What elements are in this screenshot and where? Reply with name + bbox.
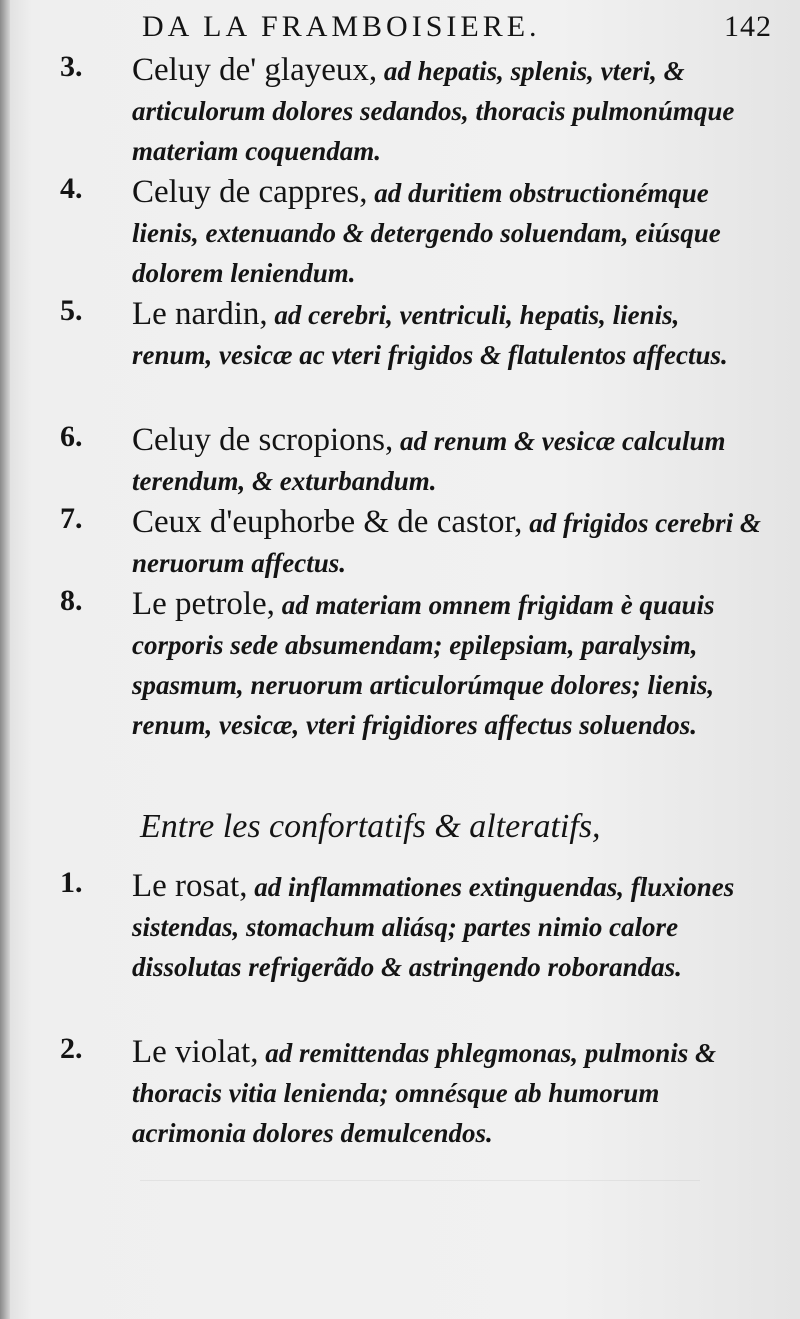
entry-number: 7. (60, 502, 83, 535)
entry-number: 1. (60, 866, 83, 899)
entry-head: Le violat, (132, 1034, 259, 1070)
entry-head: Le petrole, (132, 586, 275, 622)
entry-number: 8. (60, 584, 83, 617)
entry-number: 2. (60, 1032, 83, 1065)
entry-head: Ceux d'euphorbe & de castor, (132, 504, 523, 540)
entry-body: ad inflammationes extinguendas, fluxiones sistendas, stomachum aliásq; partes nimio calore dissolutas refrigerãdo & astringendo roborandas. (132, 872, 735, 982)
entry-number: 6. (60, 420, 83, 453)
bleed-through-shadow (140, 1180, 700, 1181)
entry-head: Le nardin, (132, 296, 268, 332)
entry-text (132, 420, 762, 501)
entry-text (132, 502, 762, 583)
entry-text (132, 1032, 762, 1153)
page-number: 142 (724, 10, 772, 43)
page-gutter-shadow (0, 0, 10, 1319)
entry-number: 4. (60, 172, 83, 205)
entry-text (132, 294, 762, 375)
entry-head: Celuy de' glayeux, (132, 52, 378, 88)
entry-body: ad hepatis, splenis, vteri, & articulorum dolores sedandos, thoracis pulmonúmque materiam coquendam. (132, 56, 735, 166)
entry-number: 3. (60, 50, 83, 83)
entry-text (132, 584, 762, 745)
running-title: DA LA FRAMBOISIERE. (142, 10, 541, 43)
entry-body: ad cerebri, ventriculi, hepatis, lienis, renum, vesicæ ac vteri frigidos & flatulentos affectus. (132, 300, 728, 370)
entry-head: Celuy de cappres, (132, 174, 368, 210)
entry-head: Celuy de scropions, (132, 422, 394, 458)
running-header (142, 10, 772, 50)
entry-text (132, 50, 762, 171)
entry-text (132, 172, 762, 293)
entry-body: ad duritiem obstructionémque lienis, extenuando & detergendo soluendam, eiúsque dolorem leniendum. (132, 178, 721, 288)
entry-body: ad renum & vesicæ calculum terendum, & exturbandum. (132, 426, 726, 496)
entry-body: ad frigidos cerebri & neruorum affectus. (132, 508, 761, 578)
entry-text (132, 866, 762, 987)
entry-number: 5. (60, 294, 83, 327)
entry-body: ad remittendas phlegmonas, pulmonis & thoracis vitia lenienda; omnésque ab humorum acrimonia dolores demulcendos. (132, 1038, 717, 1148)
section-heading: Entre les confortatifs & alteratifs, (140, 808, 601, 845)
entry-body: ad materiam omnem frigidam è quauis corporis sede absumendam; epilepsiam, paralysim, spasmum, neruorum articulorúmque dolores; lienis, renum, vesicæ, vteri frigidiores affectus soluendos. (132, 590, 715, 740)
entry-head: Le rosat, (132, 868, 248, 904)
